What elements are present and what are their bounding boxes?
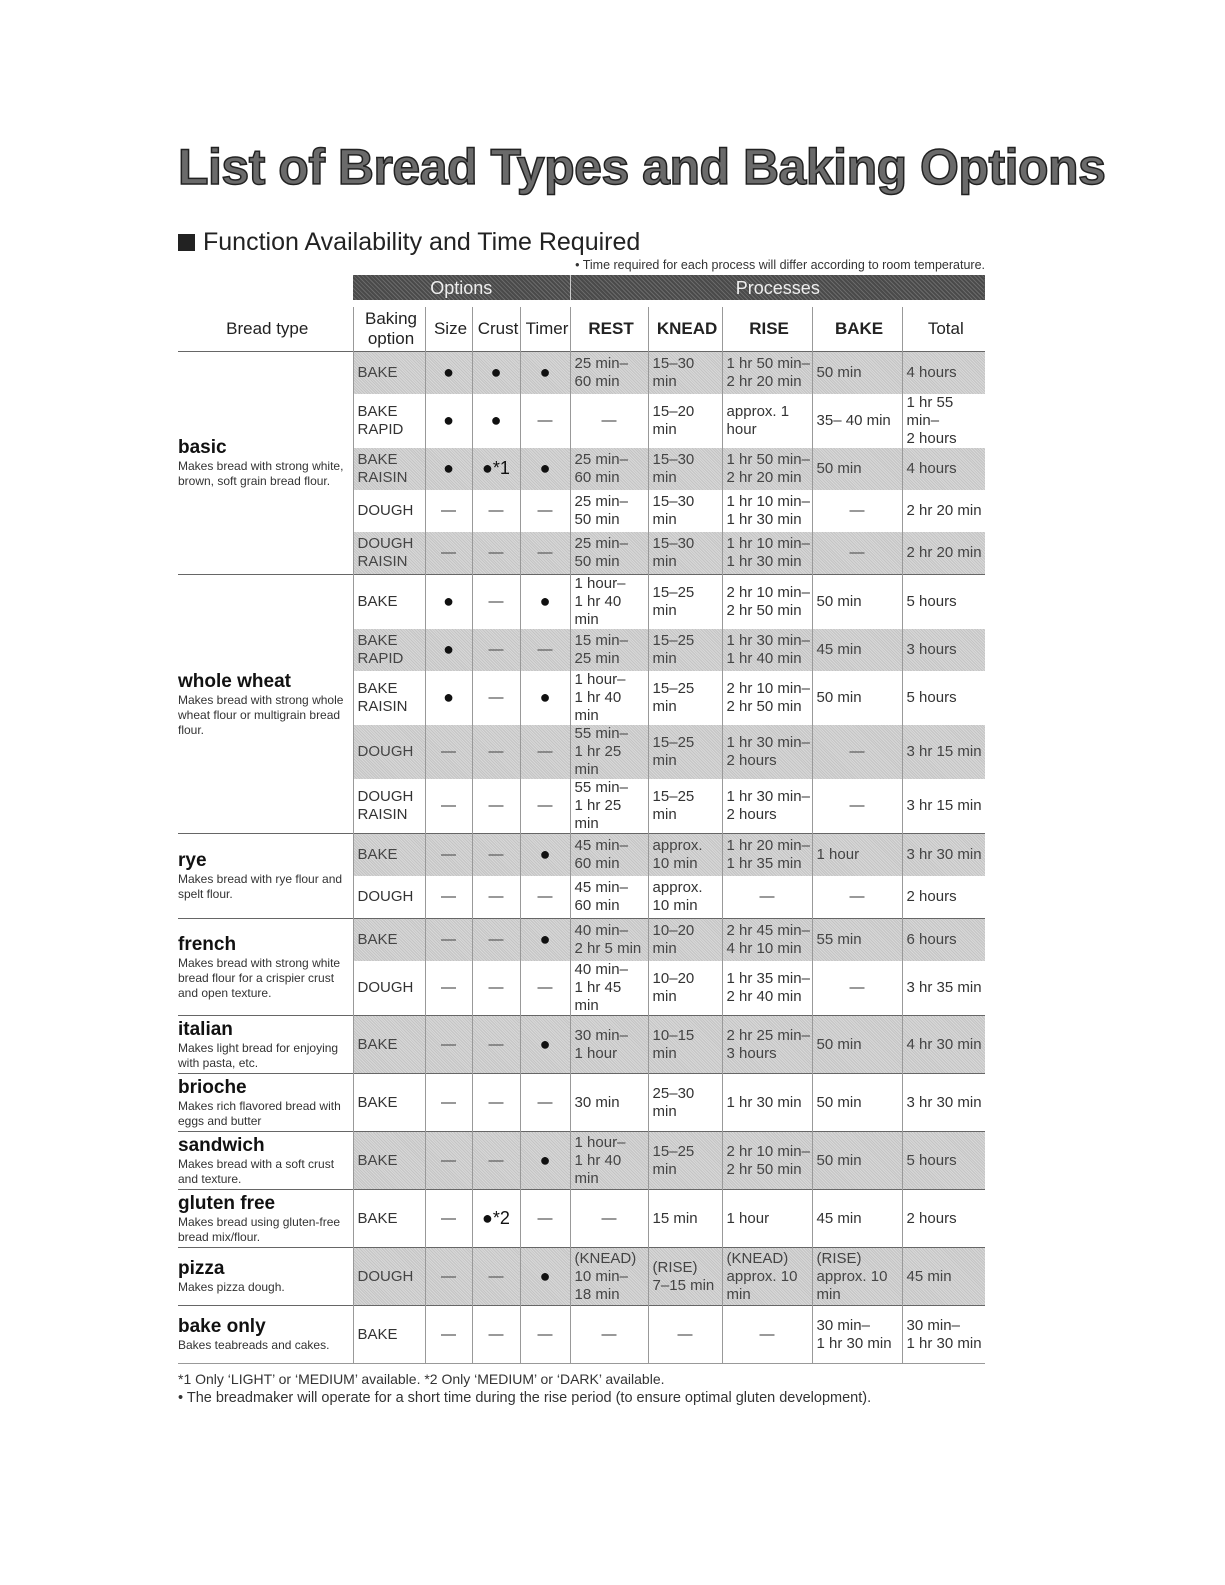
- cell-timer: —: [520, 629, 570, 671]
- bread-type-name: sandwich: [178, 1134, 265, 1156]
- cell-rise: 1 hour: [722, 1190, 812, 1248]
- cell-rise: 1 hr 20 min– 1 hr 35 min: [722, 834, 812, 877]
- cell-total: 3 hr 15 min: [902, 725, 985, 779]
- available-dot-icon: ●: [539, 362, 551, 382]
- cell-crust: —: [472, 1132, 520, 1190]
- bread-type-cell: [178, 1306, 353, 1364]
- cell-rest: —: [570, 394, 648, 448]
- cell-rest: 30 min– 1 hour: [570, 1016, 648, 1074]
- cell-knead: 25–30 min: [648, 1074, 722, 1132]
- cell-baking-option: DOUGH RAISIN: [353, 779, 425, 834]
- cell-rest: 15 min– 25 min: [570, 629, 648, 671]
- temperature-note: • Time required for each process will differ according to room temperature.: [575, 258, 985, 272]
- cell-rest: 25 min– 60 min: [570, 448, 648, 490]
- cell-timer: [520, 448, 570, 490]
- cell-timer: —: [520, 394, 570, 448]
- bread-type-name: rye: [178, 850, 207, 871]
- processes-band: Processes: [570, 275, 985, 300]
- cell-timer: —: [520, 725, 570, 779]
- cell-knead: approx. 10 min: [648, 834, 722, 877]
- cell-rest: 1 hour– 1 hr 40 min: [570, 1132, 648, 1190]
- available-dot-icon: ●: [539, 1149, 551, 1170]
- bread-type-cell: [178, 834, 353, 919]
- cell-size: [425, 394, 472, 448]
- cell-bake: 35– 40 min: [812, 394, 902, 448]
- cell-knead: 15–25 min: [648, 575, 722, 630]
- bread-type-name: bake only: [178, 1316, 266, 1337]
- cell-crust: [472, 394, 520, 448]
- cell-total: 4 hours: [902, 352, 985, 395]
- cell-total: 2 hours: [902, 876, 985, 919]
- cell-bake: —: [812, 725, 902, 779]
- cell-knead: 10–15 min: [648, 1016, 722, 1074]
- cell-rest: 40 min– 1 hr 45 min: [570, 961, 648, 1016]
- bread-type-cell: [178, 1016, 353, 1074]
- cell-baking-option: BAKE: [353, 834, 425, 877]
- cell-rise: 1 hr 10 min– 1 hr 30 min: [722, 532, 812, 575]
- cell-timer: [520, 919, 570, 962]
- cell-crust: [472, 1190, 520, 1248]
- cell-rise: 1 hr 50 min– 2 hr 20 min: [722, 352, 812, 395]
- cell-timer: —: [520, 532, 570, 575]
- bread-type-cell: [178, 352, 353, 575]
- cell-bake: 50 min: [812, 671, 902, 725]
- cell-baking-option: DOUGH: [353, 876, 425, 919]
- cell-knead: 15–20 min: [648, 394, 722, 448]
- bread-type-cell: [178, 1074, 353, 1132]
- col-total: Total: [902, 307, 985, 352]
- cell-timer: —: [520, 490, 570, 532]
- cell-total: 6 hours: [902, 919, 985, 962]
- table-row: [178, 919, 985, 962]
- cell-bake: —: [812, 490, 902, 532]
- cell-rise: approx. 1 hour: [722, 394, 812, 448]
- cell-timer: —: [520, 1074, 570, 1132]
- cell-bake: 50 min: [812, 575, 902, 630]
- cell-bake: —: [812, 876, 902, 919]
- cell-crust: —: [472, 1248, 520, 1306]
- table-row: [178, 1190, 985, 1248]
- cell-knead: 15–25 min: [648, 725, 722, 779]
- cell-bake: —: [812, 532, 902, 575]
- cell-knead: (RISE) 7–15 min: [648, 1248, 722, 1306]
- cell-baking-option: BAKE RAPID: [353, 629, 425, 671]
- cell-baking-option: DOUGH: [353, 1248, 425, 1306]
- cell-crust: —: [472, 532, 520, 575]
- cell-bake: 45 min: [812, 1190, 902, 1248]
- cell-bake: 30 min– 1 hr 30 min: [812, 1306, 902, 1364]
- cell-crust: —: [472, 490, 520, 532]
- cell-size: [425, 575, 472, 630]
- available-dot-icon: ●: [539, 687, 551, 707]
- table-body: [178, 352, 985, 1364]
- cell-knead: 15–30 min: [648, 448, 722, 490]
- col-baking-option: Baking option: [353, 307, 425, 352]
- cell-timer: —: [520, 779, 570, 834]
- cell-size: —: [425, 834, 472, 877]
- cell-crust: —: [472, 834, 520, 877]
- bread-type-name: basic: [178, 437, 227, 458]
- cell-rest: 25 min– 60 min: [570, 352, 648, 395]
- col-bake: BAKE: [812, 307, 902, 352]
- cell-crust: [472, 352, 520, 395]
- cell-bake: 1 hour: [812, 834, 902, 877]
- cell-rise: 2 hr 25 min– 3 hours: [722, 1016, 812, 1074]
- cell-bake: 55 min: [812, 919, 902, 962]
- cell-timer: [520, 834, 570, 877]
- cell-crust: —: [472, 629, 520, 671]
- cell-size: —: [425, 1190, 472, 1248]
- cell-size: —: [425, 1132, 472, 1190]
- cell-total: 3 hr 30 min: [902, 1074, 985, 1132]
- cell-baking-option: BAKE: [353, 575, 425, 630]
- table-row: [178, 834, 985, 877]
- cell-rise: 1 hr 50 min– 2 hr 20 min: [722, 448, 812, 490]
- cell-size: —: [425, 961, 472, 1016]
- page-title: List of Bread Types and Baking Options: [178, 139, 1106, 195]
- cell-timer: [520, 1132, 570, 1190]
- available-dot-icon: ●: [539, 591, 551, 611]
- available-dot-icon: ●: [539, 458, 551, 478]
- cell-baking-option: BAKE: [353, 1016, 425, 1074]
- cell-timer: —: [520, 876, 570, 919]
- cell-bake: 50 min: [812, 448, 902, 490]
- available-dot-icon: ●: [490, 362, 502, 382]
- cell-crust: —: [472, 876, 520, 919]
- cell-baking-option: DOUGH RAISIN: [353, 532, 425, 575]
- table-row: [178, 352, 985, 395]
- cell-size: [425, 448, 472, 490]
- cell-timer: —: [520, 1190, 570, 1248]
- cell-knead: approx. 10 min: [648, 876, 722, 919]
- cell-size: [425, 352, 472, 395]
- available-dot-icon: ●: [539, 1265, 551, 1286]
- col-rest: REST: [570, 307, 648, 352]
- cell-baking-option: BAKE RAISIN: [353, 671, 425, 725]
- cell-rise: 2 hr 10 min– 2 hr 50 min: [722, 671, 812, 725]
- cell-total: 2 hours: [902, 1190, 985, 1248]
- cell-crust: —: [472, 919, 520, 962]
- cell-rest: 45 min– 60 min: [570, 834, 648, 877]
- cell-bake: 50 min: [812, 1132, 902, 1190]
- available-dot-icon: ●: [443, 591, 454, 611]
- cell-total: 3 hr 30 min: [902, 834, 985, 877]
- table-row: [178, 1132, 985, 1190]
- cell-timer: [520, 1016, 570, 1074]
- cell-rise: 1 hr 30 min– 2 hours: [722, 725, 812, 779]
- cell-knead: 10–20 min: [648, 919, 722, 962]
- cell-rest: —: [570, 1306, 648, 1364]
- bread-type-description: Makes light bread for enjoying with pasta, etc.: [178, 1040, 339, 1070]
- cell-total: 4 hr 30 min: [902, 1016, 985, 1074]
- table-row: [178, 1248, 985, 1306]
- cell-bake: 50 min: [812, 1074, 902, 1132]
- cell-rise: 2 hr 10 min– 2 hr 50 min: [722, 575, 812, 630]
- cell-rest: 40 min– 2 hr 5 min: [570, 919, 648, 962]
- cell-rise: 1 hr 35 min– 2 hr 40 min: [722, 961, 812, 1016]
- cell-knead: 15 min: [648, 1190, 722, 1248]
- cell-knead: 15–25 min: [648, 779, 722, 834]
- cell-rest: 1 hour– 1 hr 40 min: [570, 575, 648, 630]
- cell-crust: —: [472, 1074, 520, 1132]
- cell-size: —: [425, 1016, 472, 1074]
- cell-baking-option: BAKE RAISIN: [353, 448, 425, 490]
- bread-type-name: gluten free: [178, 1192, 276, 1214]
- table-row: [178, 1074, 985, 1132]
- cell-total: 5 hours: [902, 1132, 985, 1190]
- cell-rise: 1 hr 30 min: [722, 1074, 812, 1132]
- cell-baking-option: BAKE: [353, 1190, 425, 1248]
- cell-timer: —: [520, 1306, 570, 1364]
- cell-size: —: [425, 1248, 472, 1306]
- cell-knead: 15–25 min: [648, 629, 722, 671]
- col-timer: Timer: [520, 307, 570, 352]
- bread-types-table: [178, 275, 985, 1364]
- bread-type-cell: [178, 919, 353, 1016]
- cell-rest: 25 min– 50 min: [570, 532, 648, 575]
- available-dot-icon: ●: [539, 929, 551, 949]
- cell-total: 3 hr 35 min: [902, 961, 985, 1016]
- cell-total: 2 hr 20 min: [902, 490, 985, 532]
- cell-knead: —: [648, 1306, 722, 1364]
- cell-size: —: [425, 490, 472, 532]
- available-dot-icon: ●: [539, 1033, 551, 1054]
- bread-type-name: italian: [178, 1018, 233, 1040]
- cell-size: —: [425, 1306, 472, 1364]
- col-bread-type: Bread type: [226, 319, 309, 338]
- cell-baking-option: DOUGH: [353, 490, 425, 532]
- bread-type-name: french: [178, 933, 237, 955]
- cell-rest: 1 hour– 1 hr 40 min: [570, 671, 648, 725]
- cell-total: 2 hr 20 min: [902, 532, 985, 575]
- cell-bake: 50 min: [812, 1016, 902, 1074]
- cell-size: —: [425, 919, 472, 962]
- table-row: [178, 575, 985, 630]
- cell-baking-option: BAKE: [353, 352, 425, 395]
- cell-size: —: [425, 725, 472, 779]
- cell-rest: 45 min– 60 min: [570, 876, 648, 919]
- bread-type-cell: [178, 575, 353, 834]
- col-knead: KNEAD: [648, 307, 722, 352]
- cell-total: 5 hours: [902, 671, 985, 725]
- options-band: Options: [353, 275, 570, 300]
- cell-total: 45 min: [902, 1248, 985, 1306]
- cell-baking-option: BAKE: [353, 1306, 425, 1364]
- cell-bake: —: [812, 961, 902, 1016]
- cell-rest: (KNEAD) 10 min– 18 min: [570, 1248, 648, 1306]
- cell-baking-option: DOUGH: [353, 725, 425, 779]
- available-dot-icon: ●: [443, 458, 454, 478]
- bread-type-description: Makes pizza dough.: [178, 1280, 285, 1294]
- cell-knead: 15–30 min: [648, 490, 722, 532]
- available-dot-icon: ●: [443, 639, 454, 659]
- cell-size: —: [425, 532, 472, 575]
- cell-crust: —: [472, 575, 520, 630]
- cell-size: [425, 629, 472, 671]
- cell-total: 1 hr 55 min– 2 hours: [902, 394, 985, 448]
- footnote-bullet: • The breadmaker will operate for a short time during the rise period (to ensure optimal gluten development).: [178, 1390, 872, 1406]
- bread-type-name: pizza: [178, 1258, 225, 1279]
- col-crust: Crust: [472, 307, 520, 352]
- cell-timer: [520, 352, 570, 395]
- table-row: [178, 1016, 985, 1074]
- cell-bake: 45 min: [812, 629, 902, 671]
- cell-crust: —: [472, 1306, 520, 1364]
- cell-rest: —: [570, 1190, 648, 1248]
- available-dot-icon: ●*2: [482, 1207, 510, 1228]
- footnote-marks: *1 Only ‘LIGHT’ or ‘MEDIUM’ available. *2 Only ‘MEDIUM’ or ‘DARK’ available.: [178, 1371, 665, 1387]
- cell-baking-option: BAKE: [353, 1074, 425, 1132]
- bread-type-description: Bakes teabreads and cakes.: [178, 1338, 330, 1352]
- cell-knead: 15–30 min: [648, 532, 722, 575]
- square-bullet-icon: [178, 234, 195, 251]
- table-row: [178, 1306, 985, 1364]
- cell-size: [425, 671, 472, 725]
- bread-type-description: Makes bread with a soft crust and texture.: [178, 1156, 335, 1186]
- cell-timer: [520, 671, 570, 725]
- available-dot-icon: ●: [443, 362, 454, 382]
- bread-type-description: Makes bread with strong white, brown, soft grain bread flour.: [178, 459, 344, 488]
- cell-rest: 30 min: [570, 1074, 648, 1132]
- cell-bake: —: [812, 779, 902, 834]
- cell-rise: —: [722, 876, 812, 919]
- available-dot-icon: ●*1: [482, 458, 510, 478]
- cell-rise: (KNEAD) approx. 10 min: [722, 1248, 812, 1306]
- cell-baking-option: BAKE: [353, 919, 425, 962]
- cell-total: 4 hours: [902, 448, 985, 490]
- available-dot-icon: ●: [490, 410, 502, 430]
- cell-knead: 15–25 min: [648, 1132, 722, 1190]
- cell-crust: [472, 448, 520, 490]
- cell-baking-option: BAKE: [353, 1132, 425, 1190]
- cell-rise: —: [722, 1306, 812, 1364]
- bread-type-description: Makes bread with strong white bread flour for a crispier crust and open texture.: [178, 955, 341, 1000]
- section-heading-text: Function Availability and Time Required: [203, 228, 641, 256]
- cell-rise: 2 hr 45 min– 4 hr 10 min: [722, 919, 812, 962]
- available-dot-icon: ●: [443, 410, 454, 430]
- cell-rise: 1 hr 30 min– 2 hours: [722, 779, 812, 834]
- cell-timer: [520, 575, 570, 630]
- cell-knead: 15–25 min: [648, 671, 722, 725]
- cell-baking-option: BAKE RAPID: [353, 394, 425, 448]
- cell-crust: —: [472, 671, 520, 725]
- cell-size: —: [425, 876, 472, 919]
- bread-type-cell: [178, 1132, 353, 1190]
- cell-rest: 55 min– 1 hr 25 min: [570, 725, 648, 779]
- bread-type-name: brioche: [178, 1076, 247, 1098]
- bread-type-description: Makes bread with strong whole wheat flour or multigrain bread flour.: [178, 692, 344, 737]
- bread-type-description: Makes bread using gluten-free bread mix/flour.: [178, 1214, 341, 1244]
- cell-total: 3 hours: [902, 629, 985, 671]
- cell-crust: —: [472, 779, 520, 834]
- cell-total: 5 hours: [902, 575, 985, 630]
- cell-crust: —: [472, 725, 520, 779]
- bread-type-cell: [178, 1190, 353, 1248]
- bread-type-name: whole wheat: [178, 670, 291, 692]
- cell-bake: (RISE) approx. 10 min: [812, 1248, 902, 1306]
- cell-knead: 10–20 min: [648, 961, 722, 1016]
- cell-rise: 2 hr 10 min– 2 hr 50 min: [722, 1132, 812, 1190]
- cell-rise: 1 hr 30 min– 1 hr 40 min: [722, 629, 812, 671]
- cell-size: —: [425, 779, 472, 834]
- cell-rest: 55 min– 1 hr 25 min: [570, 779, 648, 834]
- available-dot-icon: ●: [539, 844, 551, 864]
- cell-baking-option: DOUGH: [353, 961, 425, 1016]
- available-dot-icon: ●: [443, 687, 454, 707]
- bread-type-cell: [178, 1248, 353, 1306]
- cell-timer: —: [520, 961, 570, 1016]
- section-heading: [178, 228, 985, 256]
- bread-type-description: Makes bread with rye flour and spelt flour.: [178, 872, 343, 901]
- cell-total: 3 hr 15 min: [902, 779, 985, 834]
- cell-crust: —: [472, 961, 520, 1016]
- cell-timer: [520, 1248, 570, 1306]
- col-rise: RISE: [722, 307, 812, 352]
- cell-total: 30 min– 1 hr 30 min: [902, 1306, 985, 1364]
- cell-size: —: [425, 1074, 472, 1132]
- col-size: Size: [425, 307, 472, 352]
- cell-crust: —: [472, 1016, 520, 1074]
- cell-knead: 15–30 min: [648, 352, 722, 395]
- page-content: [178, 138, 1106, 1408]
- bread-type-description: Makes rich flavored bread with eggs and butter: [178, 1098, 341, 1128]
- cell-rise: 1 hr 10 min– 1 hr 30 min: [722, 490, 812, 532]
- cell-bake: 50 min: [812, 352, 902, 395]
- cell-rest: 25 min– 50 min: [570, 490, 648, 532]
